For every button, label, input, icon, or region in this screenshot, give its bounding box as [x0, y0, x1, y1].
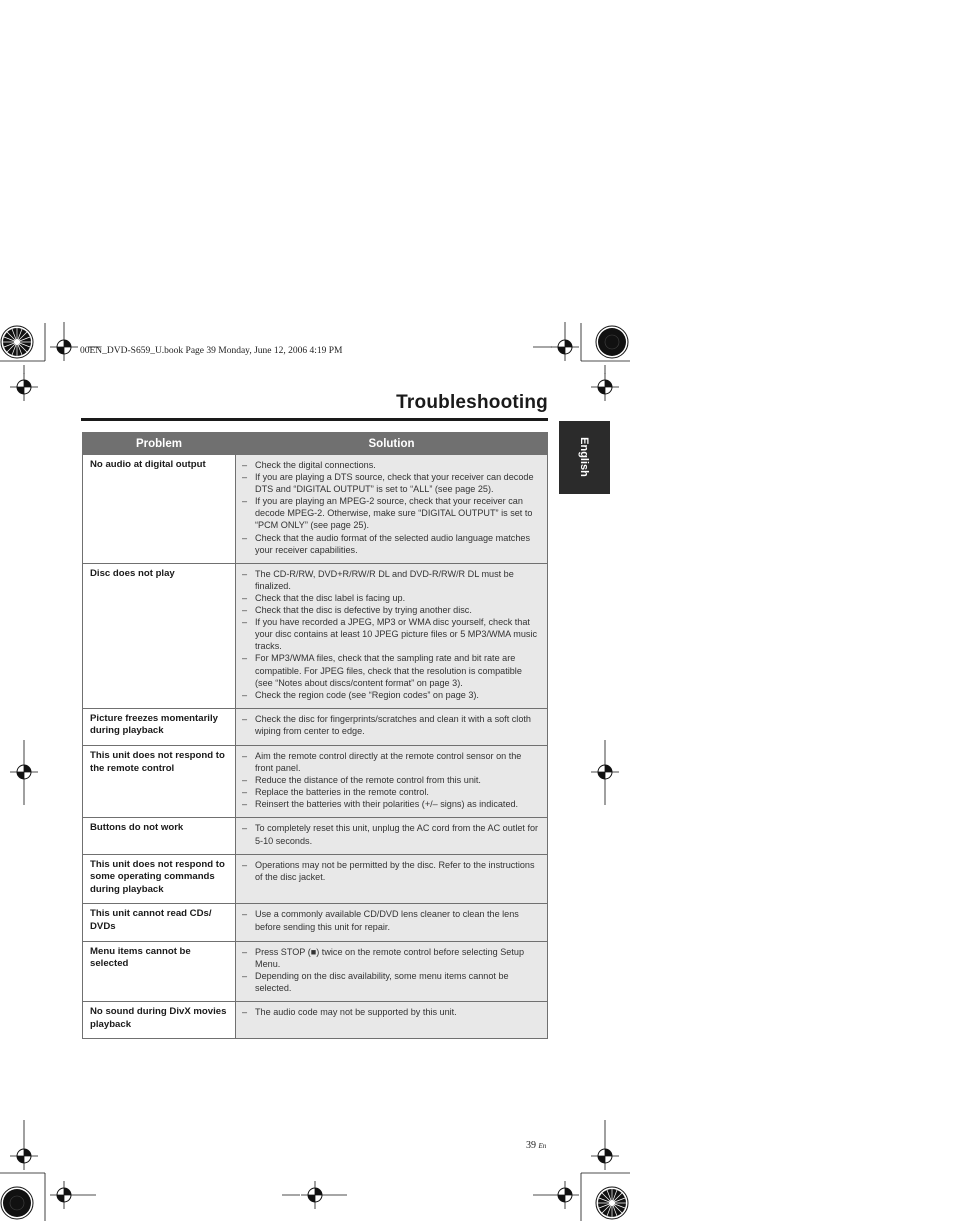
- solution-cell: [236, 563, 548, 708]
- page-number: [526, 1140, 546, 1151]
- solution-item: – Reinsert the batteries with their polarities (+/– signs) as indicated.: [242, 798, 541, 810]
- title-rule: [81, 418, 548, 421]
- problem-cell: Menu items cannot be selected: [83, 941, 236, 1001]
- problem-column-header: Problem: [83, 433, 236, 455]
- table-row: [83, 745, 548, 817]
- problem-cell: Buttons do not work: [83, 818, 236, 854]
- table-header-row: [83, 433, 548, 455]
- solution-item: – If you are playing a DTS source, check that your receiver can decode DTS and “DIGITAL OUTPUT” is set to “ALL” (see page 25).: [242, 471, 541, 495]
- table-row: [83, 904, 548, 941]
- problem-cell: This unit does not respond to the remote control: [83, 745, 236, 817]
- solution-item: – If you have recorded a JPEG, MP3 or WMA disc yourself, check that your disc contains at least 10 JPEG picture files or 5 MP3/WMA music tracks.: [242, 616, 541, 652]
- table-row: [83, 708, 548, 745]
- solution-item: – Operations may not be permitted by the disc. Refer to the instructions of the disc jacket.: [242, 859, 541, 883]
- solution-cell: [236, 854, 548, 904]
- solution-item: – Check the region code (see “Region codes” on page 3).: [242, 689, 541, 701]
- solution-cell: [236, 904, 548, 941]
- solution-item: – To completely reset this unit, unplug the AC cord from the AC outlet for 5-10 seconds.: [242, 822, 541, 846]
- solution-cell: [236, 1001, 548, 1038]
- solution-item: – Aim the remote control directly at the remote control sensor on the front panel.: [242, 750, 541, 774]
- solution-cell: [236, 818, 548, 854]
- problem-cell: Disc does not play: [83, 563, 236, 708]
- problem-cell: No audio at digital output: [83, 455, 236, 564]
- solution-item: – Press STOP (■) twice on the remote control before selecting Setup Menu.: [242, 946, 541, 970]
- page-number-value: 39: [526, 1140, 536, 1151]
- solution-column-header: Solution: [236, 433, 548, 455]
- table-row: [83, 941, 548, 1001]
- page-title: Troubleshooting: [396, 392, 548, 413]
- table-row: [83, 455, 548, 564]
- solution-item: – Depending on the disc availability, some menu items cannot be selected.: [242, 970, 541, 994]
- solution-cell: [236, 708, 548, 745]
- solution-item: – Check that the disc is defective by trying another disc.: [242, 604, 541, 616]
- solution-item: – Check that the audio format of the selected audio language matches your receiver capabilities.: [242, 532, 541, 556]
- solution-item: – The CD-R/RW, DVD+R/RW/R DL and DVD-R/RW/R DL must be finalized.: [242, 568, 541, 592]
- language-tab: [559, 421, 610, 494]
- solution-cell: [236, 745, 548, 817]
- problem-cell: No sound during DivX movies playback: [83, 1001, 236, 1038]
- solution-item: – Use a commonly available CD/DVD lens cleaner to clean the lens before sending this unit for repair.: [242, 908, 541, 932]
- troubleshooting-table: [82, 432, 548, 1039]
- table-row: [83, 854, 548, 904]
- solution-item: – Check the disc for fingerprints/scratches and clean it with a soft cloth wiping from center to edge.: [242, 713, 541, 737]
- problem-cell: This unit does not respond to some operating commands during playback: [83, 854, 236, 904]
- language-tab-label: English: [578, 437, 590, 477]
- solution-item: – Replace the batteries in the remote control.: [242, 786, 541, 798]
- solution-item: – Check the digital connections.: [242, 459, 541, 471]
- print-slug: 00EN_DVD-S659_U.book Page 39 Monday, June 12, 2006 4:19 PM: [80, 346, 343, 356]
- solution-item: – Check that the disc label is facing up.: [242, 592, 541, 604]
- page-number-suffix: En: [538, 1142, 547, 1150]
- table-row: [83, 563, 548, 708]
- solution-item: – Reduce the distance of the remote control from this unit.: [242, 774, 541, 786]
- solution-cell: [236, 455, 548, 564]
- table-row: [83, 1001, 548, 1038]
- table-row: [83, 818, 548, 854]
- solution-item: – The audio code may not be supported by this unit.: [242, 1006, 541, 1018]
- problem-cell: This unit cannot read CDs/ DVDs: [83, 904, 236, 941]
- solution-item: – For MP3/WMA files, check that the sampling rate and bit rate are compatible. For JPEG files, check that the resolution is compatible (see “Notes about discs/content format” on page 3).: [242, 652, 541, 688]
- problem-cell: Picture freezes momentarily during playback: [83, 708, 236, 745]
- solution-item: – If you are playing an MPEG-2 source, check that your receiver can decode MPEG-2. Otherwise, make sure “DIGITAL OUTPUT” is set to “PCM ONLY” (see page 25).: [242, 495, 541, 531]
- solution-cell: [236, 941, 548, 1001]
